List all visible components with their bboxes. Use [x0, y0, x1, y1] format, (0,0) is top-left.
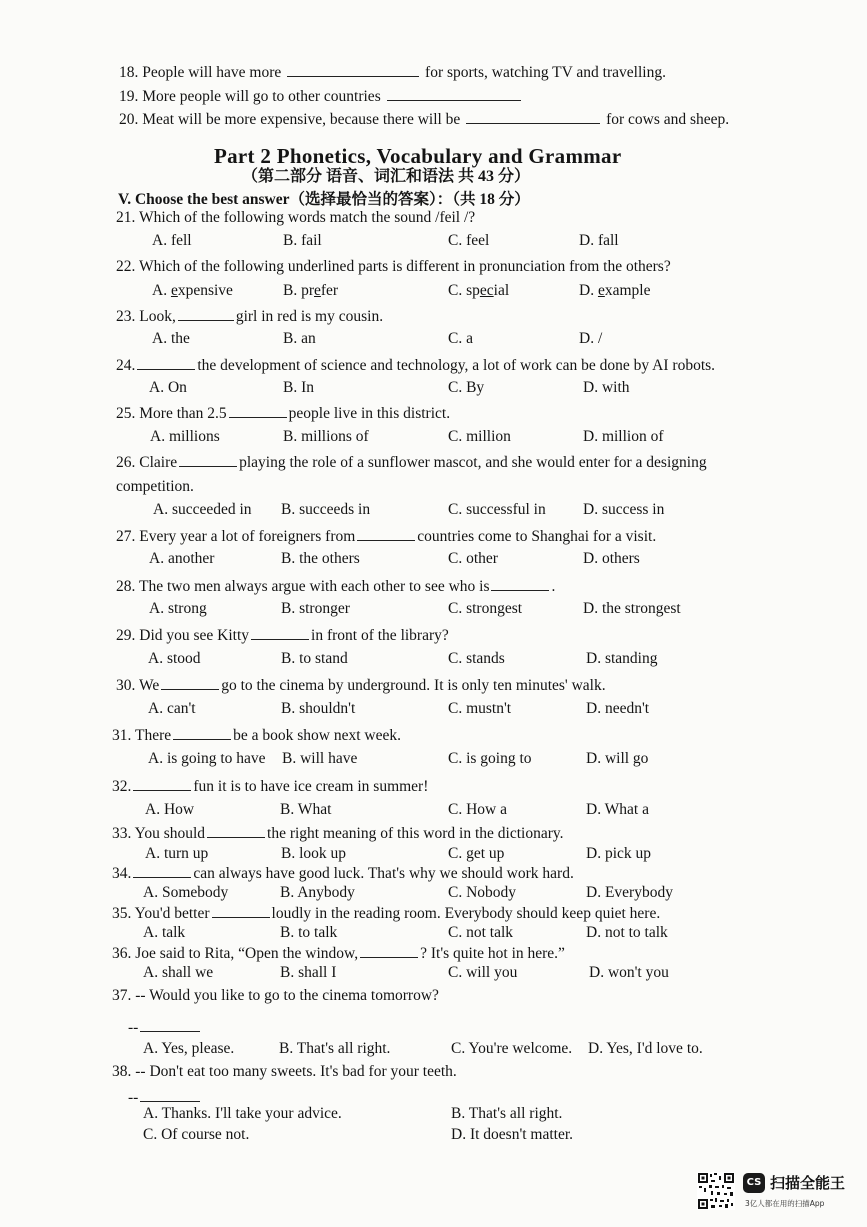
question-text: can always have good luck. That's why we should work hard. [193, 865, 574, 882]
answer-blank[interactable] [360, 943, 418, 958]
question-continuation: competition. [116, 478, 194, 495]
option-37-b[interactable]: B. That's all right. [279, 1040, 391, 1057]
part-title: Part 2 Phonetics, Vocabulary and Grammar [214, 144, 622, 168]
option-35-d[interactable]: D. not to talk [586, 924, 668, 941]
option-21-a[interactable]: A. fell [152, 232, 192, 249]
question-text: go to the cinema by underground. It is only ten minutes' walk. [221, 677, 606, 694]
option-24-b[interactable]: B. In [283, 379, 314, 396]
option-27-c[interactable]: C. other [448, 550, 498, 567]
option-27-a[interactable]: A. another [149, 550, 215, 567]
option-31-c[interactable]: C. is going to [448, 750, 532, 767]
question-text: 19. More people will go to other countries [119, 88, 381, 105]
question-text: 21. Which of the following words match the sound /feil /? [116, 209, 476, 226]
question-text: girl in red is my cousin. [235, 308, 384, 325]
question-31 [112, 725, 401, 745]
question-24 [116, 355, 715, 375]
option-24-c[interactable]: C. By [448, 379, 485, 396]
question-text: 24. [116, 357, 136, 374]
answer-blank[interactable] [140, 1087, 200, 1102]
question-text: the development of science and technology, a lot of work can be done by AI robots. [197, 357, 716, 374]
option-33-d[interactable]: D. pick up [586, 845, 652, 862]
underlined-part: ec [479, 282, 494, 299]
question-25 [116, 403, 450, 423]
question-text: loudly in the reading room. Everybody should keep quiet here. [271, 905, 661, 922]
question-35 [112, 903, 660, 923]
camscanner-logo-icon: CS [743, 1173, 765, 1193]
question-text: 38. -- Don't eat too many sweets. It's bad for your teeth. [112, 1063, 457, 1080]
option-26-d[interactable]: D. success in [583, 501, 665, 518]
option-36-a[interactable]: A. shall we [143, 964, 214, 981]
option-23-a[interactable]: A. the [152, 330, 190, 347]
option-23-c[interactable]: C. a [448, 330, 473, 347]
answer-blank[interactable] [251, 625, 309, 640]
question-text: 22. Which of the following underlined parts is different in pronunciation from the others? [116, 258, 671, 275]
question-30 [116, 675, 606, 695]
question-34 [112, 863, 574, 883]
option-27-b[interactable]: B. the others [281, 550, 360, 567]
question-32 [112, 776, 428, 796]
app-tagline: 3亿人都在用的扫描App [745, 1199, 825, 1208]
reply-line [128, 1017, 202, 1037]
question-text: 20. Meat will be more expensive, because there will be [119, 111, 461, 128]
question-22 [116, 258, 671, 276]
option-32-a[interactable]: A. How [145, 801, 195, 818]
option-21-c[interactable]: C. feel [448, 232, 490, 249]
question-19 [119, 86, 523, 106]
answer-blank[interactable] [140, 1017, 200, 1032]
option-29-d[interactable]: D. standing [586, 650, 658, 667]
answer-blank[interactable] [357, 526, 415, 541]
option-38-a[interactable]: A. Thanks. I'll take your advice. [143, 1105, 342, 1122]
option-33-b[interactable]: B. look up [281, 845, 347, 862]
option-25-a[interactable]: A. millions [150, 428, 220, 445]
answer-blank[interactable] [161, 675, 219, 690]
question-21 [116, 209, 475, 227]
question-text: . [551, 578, 556, 595]
option-30-c[interactable]: C. mustn't [448, 700, 512, 717]
option-36-b[interactable]: B. shall I [280, 964, 337, 981]
answer-blank[interactable] [229, 403, 287, 418]
answer-blank[interactable] [287, 62, 419, 77]
reply-line [128, 1087, 202, 1107]
option-26-b[interactable]: B. succeeds in [281, 501, 371, 518]
question-text: in front of the library? [311, 627, 449, 644]
question-text: 33. You should [112, 825, 206, 842]
option-24-d[interactable]: D. with [583, 379, 630, 396]
question-28 [116, 576, 555, 596]
answer-blank[interactable] [133, 776, 191, 791]
option-22-b[interactable]: B. prefer [283, 282, 339, 299]
option-38-c[interactable]: C. Of course not. [143, 1126, 250, 1143]
option-23-b[interactable]: B. an [283, 330, 316, 347]
underlined-part: e [170, 282, 178, 299]
part-subtitle: （第二部分 语音、词汇和语法 共 43 分） [242, 168, 531, 185]
option-31-a[interactable]: A. is going to have [148, 750, 266, 767]
option-22-a[interactable]: A. expensive [152, 282, 233, 299]
answer-blank[interactable] [173, 725, 231, 740]
option-30-d[interactable]: D. needn't [586, 700, 650, 717]
question-text: people live in this district. [288, 405, 451, 422]
question-38 [112, 1063, 457, 1081]
reply-dash: -- [128, 1089, 139, 1106]
question-18 [119, 62, 666, 82]
question-33 [112, 823, 563, 843]
question-text: 32. [112, 778, 132, 795]
option-25-b[interactable]: B. millions of [283, 428, 369, 445]
option-25-d[interactable]: D. million of [583, 428, 664, 445]
option-35-b[interactable]: B. to talk [280, 924, 338, 941]
question-text: 35. You'd better [112, 905, 210, 922]
question-23 [116, 306, 383, 326]
option-23-d[interactable]: D. / [579, 330, 603, 347]
option-34-b[interactable]: B. Anybody [280, 884, 355, 901]
question-text: 26. Claire [116, 454, 178, 471]
option-24-a[interactable]: A. On [149, 379, 187, 396]
question-20 [119, 109, 729, 129]
option-31-d[interactable]: D. will go [586, 750, 649, 767]
answer-blank[interactable] [137, 355, 195, 370]
answer-blank[interactable] [207, 823, 265, 838]
option-33-c[interactable]: C. get up [448, 845, 505, 862]
option-30-b[interactable]: B. shouldn't [281, 700, 356, 717]
option-30-a[interactable]: A. can't [148, 700, 196, 717]
question-26 [116, 452, 707, 472]
option-22-c[interactable]: C. special [448, 282, 510, 299]
option-38-d[interactable]: D. It doesn't matter. [451, 1126, 574, 1143]
question-text: 25. More than 2.5 [116, 405, 227, 422]
option-32-c[interactable]: C. How a [448, 801, 507, 818]
question-text: ? It's quite hot in here.” [420, 945, 565, 962]
option-29-c[interactable]: C. stands [448, 650, 505, 667]
option-21-b[interactable]: B. fail [283, 232, 322, 249]
option-32-d[interactable]: D. What a [586, 801, 649, 818]
question-text: playing the role of a sunflower mascot, and she would enter for a designing [239, 454, 707, 471]
question-text: 34. [112, 865, 132, 882]
option-28-a[interactable]: A. strong [149, 600, 207, 617]
question-text: be a book show next week. [233, 727, 401, 744]
option-36-d[interactable]: D. won't you [589, 964, 669, 981]
option-21-d[interactable]: D. fall [579, 232, 619, 249]
qr-code-icon [697, 1172, 735, 1210]
option-37-d[interactable]: D. Yes, I'd love to. [588, 1040, 703, 1057]
question-text: 30. We [116, 677, 160, 694]
option-22-d[interactable]: D. example [579, 282, 651, 299]
question-text: for cows and sheep. [606, 111, 730, 128]
underlined-part: e [597, 282, 605, 299]
option-26-a[interactable]: A. succeeded in [153, 501, 252, 518]
option-27-d[interactable]: D. others [583, 550, 640, 567]
question-text: for sports, watching TV and travelling. [425, 64, 666, 81]
question-text: 23. Look, [116, 308, 176, 325]
answer-blank[interactable] [179, 452, 237, 467]
option-28-c[interactable]: C. strongest [448, 600, 523, 617]
option-29-a[interactable]: A. stood [148, 650, 201, 667]
answer-blank[interactable] [133, 863, 191, 878]
question-text: fun it is to have ice cream in summer! [193, 778, 429, 795]
option-28-d[interactable]: D. the strongest [583, 600, 681, 617]
question-text: 28. The two men always argue with each other to see who is [116, 578, 490, 595]
answer-blank[interactable] [178, 306, 234, 321]
question-36 [112, 943, 565, 963]
question-text: 18. People will have more [119, 64, 282, 81]
question-text: countries come to Shanghai for a visit. [417, 528, 657, 545]
question-text: 31. There [112, 727, 172, 744]
option-35-c[interactable]: C. not talk [448, 924, 514, 941]
option-31-b[interactable]: B. will have [282, 750, 358, 767]
answer-blank[interactable] [387, 86, 521, 101]
question-text: 29. Did you see Kitty [116, 627, 250, 644]
option-37-a[interactable]: A. Yes, please. [143, 1040, 235, 1057]
question-37 [112, 987, 439, 1005]
option-29-b[interactable]: B. to stand [281, 650, 348, 667]
question-text: 36. Joe said to Rita, “Open the window, [112, 945, 359, 962]
option-26-c[interactable]: C. successful in [448, 501, 546, 518]
option-28-b[interactable]: B. stronger [281, 600, 350, 617]
section-heading: V. Choose the best answer（选择最恰当的答案）：（共 18 分） [118, 191, 530, 208]
option-34-d[interactable]: D. Everybody [586, 884, 673, 901]
question-29 [116, 625, 449, 645]
option-38-b[interactable]: B. That's all right. [451, 1105, 563, 1122]
question-27 [116, 526, 656, 546]
option-37-c[interactable]: C. You're welcome. [451, 1040, 573, 1057]
option-34-a[interactable]: A. Somebody [143, 884, 229, 901]
question-text: the right meaning of this word in the dictionary. [267, 825, 564, 842]
reply-dash: -- [128, 1019, 139, 1036]
option-25-c[interactable]: C. million [448, 428, 511, 445]
option-36-c[interactable]: C. will you [448, 964, 518, 981]
answer-blank[interactable] [466, 109, 600, 124]
answer-blank[interactable] [212, 903, 270, 918]
answer-blank[interactable] [491, 576, 549, 591]
option-34-c[interactable]: C. Nobody [448, 884, 517, 901]
underlined-part: e [314, 282, 321, 299]
question-text: 27. Every year a lot of foreigners from [116, 528, 356, 545]
option-35-a[interactable]: A. talk [143, 924, 186, 941]
app-name: 扫描全能王 [770, 1174, 846, 1192]
option-33-a[interactable]: A. turn up [145, 845, 209, 862]
option-32-b[interactable]: B. What [280, 801, 332, 818]
question-text: 37. -- Would you like to go to the cinema tomorrow? [112, 987, 439, 1004]
